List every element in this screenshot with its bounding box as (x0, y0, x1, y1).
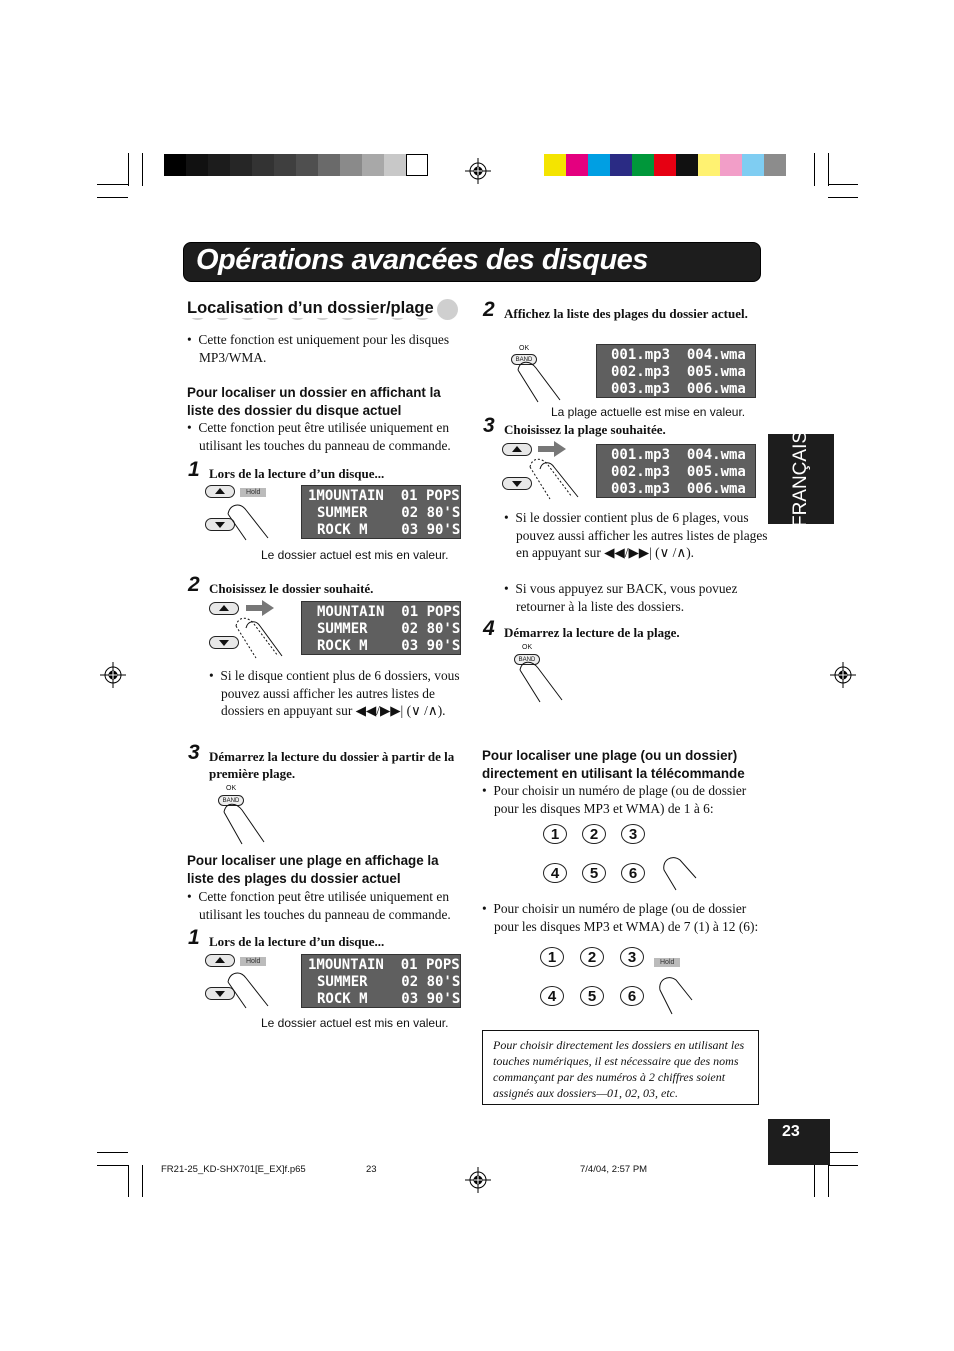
finger-icon (526, 453, 582, 501)
finger-icon (516, 658, 570, 704)
key-1[interactable]: 1 (543, 824, 567, 844)
color-swatch (742, 154, 764, 176)
registration-target-icon (830, 662, 856, 688)
lcd-line: ROCK M 03 90'S (317, 991, 461, 1007)
track-bullet: • Cette fonction peut être utilisée uniquement en utilisant les touches du panneau de commande. (187, 889, 451, 922)
lcd-line: SUMMER 02 80'S (317, 974, 461, 990)
page-number: 23 (782, 1123, 800, 1140)
color-swatch (164, 154, 186, 176)
key-2[interactable]: 2 (582, 824, 606, 844)
title-banner (183, 242, 761, 282)
step-number: 3 (483, 414, 495, 437)
color-swatch (406, 154, 428, 176)
key-6[interactable]: 6 (621, 863, 645, 883)
color-swatch (610, 154, 632, 176)
hold-label: Hold (240, 957, 266, 966)
registration-target-icon (100, 662, 126, 688)
step-text: Démarrez la lecture de la plage. (504, 625, 680, 640)
registration-target-icon (465, 1167, 491, 1193)
lcd-line: 002.mp3 005.wma (611, 464, 746, 480)
step-number: 1 (188, 926, 200, 949)
key-1[interactable]: 1 (540, 947, 564, 967)
finger-icon (220, 800, 270, 846)
lcd-line: MOUNTAIN 01 POPS (317, 604, 461, 620)
hold-label: Hold (240, 488, 266, 497)
lcd-line: 002.mp3 005.wma (611, 364, 746, 380)
finger-icon (660, 848, 702, 894)
color-swatch (362, 154, 384, 176)
ok-label: OK (226, 785, 237, 792)
footer-page: 23 (366, 1164, 377, 1175)
color-swatch (186, 154, 208, 176)
band-button[interactable]: BAND (218, 795, 244, 806)
lcd-display (301, 601, 461, 655)
hold-label: Hold (654, 958, 680, 967)
color-swatch (274, 154, 296, 176)
step-number: 3 (188, 741, 200, 764)
footer-file: FR21-25_KD-SHX701[E_EX]f.p65 (161, 1164, 306, 1175)
gray-color-bar (164, 154, 428, 176)
key-3[interactable]: 3 (621, 824, 645, 844)
lcd-line: 003.mp3 006.wma (611, 481, 746, 497)
lcd-display (596, 444, 756, 498)
color-swatch (544, 154, 566, 176)
lcd-line: SUMMER 02 80'S (317, 621, 461, 637)
note-box (482, 1030, 759, 1105)
color-swatch (720, 154, 742, 176)
lcd-line: 1MOUNTAIN 01 POPS (308, 488, 460, 504)
remote-bullet-1-6: • Pour choisir un numéro de plage (ou de dossier pour les disques MP3 et WMA) de 1 à 6: (482, 783, 747, 816)
color-swatch (208, 154, 230, 176)
color-swatch (676, 154, 698, 176)
key-3[interactable]: 3 (620, 947, 644, 967)
step-text: Lors de la lecture d’un disque... (209, 466, 385, 481)
color-swatch (632, 154, 654, 176)
caption: La plage actuelle est mise en valeur. (551, 405, 746, 419)
step-number: 2 (483, 298, 495, 321)
key-4[interactable]: 4 (543, 863, 567, 883)
lcd-line: 001.mp3 004.wma (611, 447, 746, 463)
registration-target-icon (465, 158, 491, 184)
color-swatch (318, 154, 340, 176)
color-swatch (566, 154, 588, 176)
finger-icon (656, 968, 698, 1018)
lcd-line: ROCK M 03 90'S (317, 638, 461, 654)
ok-label: OK (519, 345, 530, 352)
caption: Le dossier actuel est mis en valeur. (261, 548, 449, 562)
track-list-bullet: • Si le dossier contient plus de 6 plages, vous pouvez aussi afficher les autres listes de plages en appuyant sur ◀◀/▶▶| (∨ /∧). (504, 510, 768, 560)
key-5[interactable]: 5 (580, 986, 604, 1006)
page-title: Opérations avancées des disques (196, 244, 648, 276)
finger-icon (514, 358, 568, 404)
subsection-head-track: Pour localiser une plage en affichage la liste des plages du dossier actuel (187, 853, 439, 886)
lcd-line: 1MOUNTAIN 01 POPS (308, 957, 460, 973)
step-text: Choisissez le dossier souhaité. (209, 581, 374, 596)
color-swatch (588, 154, 610, 176)
color-swatch (698, 154, 720, 176)
step-number: 4 (483, 617, 495, 640)
remote-bullet-7-12: • Pour choisir un numéro de plage (ou de dossier pour les disques MP3 et WMA) de 7 (1) à 12 (6): (482, 901, 759, 934)
caption: Le dossier actuel est mis en valeur. (261, 1016, 449, 1030)
subsection-head-folder: Pour localiser un dossier en affichant la liste des dossier du disque actuel (187, 385, 441, 418)
step-number: 2 (188, 573, 200, 596)
folder-bullet: • Cette fonction peut être utilisée uniquement en utilisant les touches du panneau de commande. (187, 420, 451, 453)
color-swatch (654, 154, 676, 176)
color-swatch (340, 154, 362, 176)
color-swatch (252, 154, 274, 176)
step-text: Démarrez la lecture du dossier à partir de la première plage. (209, 749, 455, 781)
language-tab (768, 430, 834, 528)
step-text: Lors de la lecture d’un disque... (209, 934, 385, 949)
step-text: Affichez la liste des plages du dossier actuel. (504, 306, 748, 321)
band-button[interactable]: BAND (511, 354, 537, 365)
lcd-display (596, 344, 756, 398)
color-swatch (230, 154, 252, 176)
lcd-display (301, 485, 461, 539)
back-bullet: • Si vous appuyez sur BACK, vous povuez retourner à la liste des dossiers. (504, 581, 738, 614)
lcd-line: 003.mp3 006.wma (611, 381, 746, 397)
color-swatch (764, 154, 786, 176)
lcd-line: SUMMER 02 80'S (317, 505, 461, 521)
band-button[interactable]: BAND (514, 654, 540, 665)
key-4[interactable]: 4 (540, 986, 564, 1006)
folder-list-bullet: • Si le disque contient plus de 6 dossiers, vous pouvez aussi afficher les autres listes de dossiers en appuyant sur ◀◀/▶▶| (∨ /∧). (209, 668, 460, 718)
ok-label: OK (522, 644, 533, 651)
key-5[interactable]: 5 (582, 863, 606, 883)
step-text: Choisissez la plage souhaitée. (504, 422, 666, 437)
subsection-head-remote: Pour localiser une plage (ou un dossier) directement en utilisant la télécommande (482, 748, 745, 781)
page-number-tab (768, 1119, 830, 1165)
note-text: Pour choisir directement les dossiers en utilisant les touches numériques, il est nécessaire que des noms commançant par des numéros à 2 chiffres soient assignés aux dossiers—01, 02, 03, etc. (493, 1038, 745, 1100)
key-2[interactable]: 2 (580, 947, 604, 967)
color-calibration-bar (544, 154, 786, 176)
intro-bullet: • Cette fonction est uniquement pour les disques MP3/WMA. (187, 332, 450, 365)
section-title: Localisation d’un dossier/plage (187, 299, 437, 318)
lcd-display (301, 954, 461, 1008)
key-6[interactable]: 6 (620, 986, 644, 1006)
finger-icon (224, 496, 274, 542)
step-number: 1 (188, 458, 200, 481)
lcd-line: ROCK M 03 90'S (317, 522, 461, 538)
color-swatch (296, 154, 318, 176)
lcd-line: 001.mp3 004.wma (611, 347, 746, 363)
color-swatch (384, 154, 406, 176)
finger-icon (224, 964, 274, 1010)
footer-date: 7/4/04, 2:57 PM (580, 1164, 648, 1175)
language-label: FRANÇAIS (790, 430, 811, 528)
finger-icon (232, 612, 286, 660)
